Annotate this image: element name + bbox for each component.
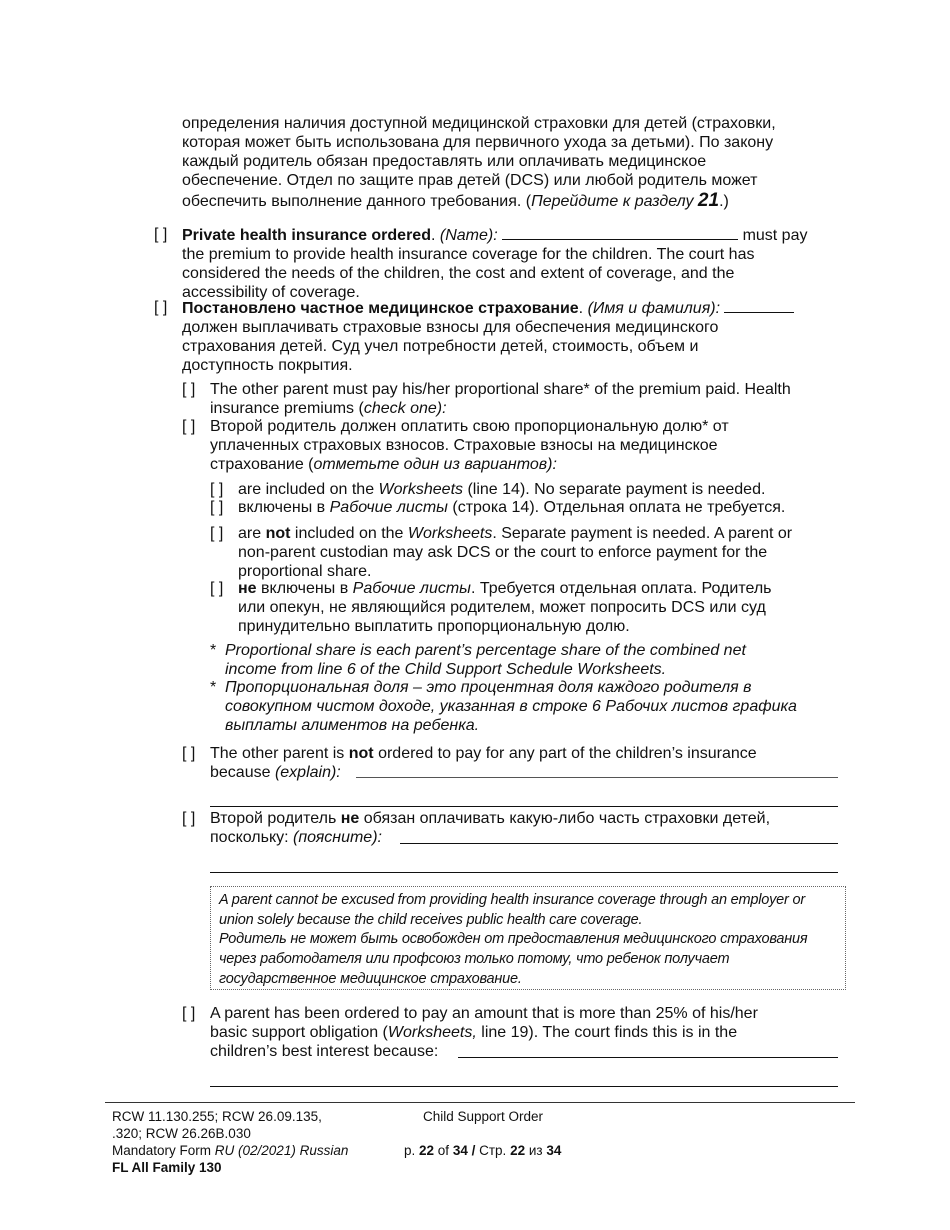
explain-field-ru-2[interactable] <box>210 872 838 873</box>
intro-line: определения наличия доступной медицинской страховки для детей (страховки, <box>182 115 776 132</box>
footnote-ru: Пропорциональная доля – это процентная доля каждого родителя в совокупном чистом доходе, указанная в строке 6 Рабочих листов графика выплаты алиментов на ребенка. <box>225 679 797 734</box>
footer-page: p. 22 of 34 / Стр. 22 из 34 <box>404 1143 562 1158</box>
footer-mandatory: Mandatory Form RU (02/2021) Russian <box>112 1143 349 1158</box>
footnote-star: * <box>210 642 217 659</box>
not-included-en-checkbox[interactable]: [ ] <box>210 525 224 542</box>
name-field[interactable] <box>502 225 738 240</box>
not-ordered-ru-text: Второй родитель не обязан оплачивать какую-либо часть страховки детей, поскольку: (поясните): <box>210 810 771 846</box>
private-ru-checkbox[interactable]: [ ] <box>154 299 168 316</box>
footnote-star: * <box>210 679 217 696</box>
other-ru-block: Второй родитель должен оплатить свою пропорциональную долю* от уплаченных страховых взносов. Страховые взносы на медицинское страхование (отметьте один из вариантов): <box>210 418 729 473</box>
not-ordered-en-text: The other parent is not ordered to pay for any part of the children’s insurance because (explain): <box>210 745 757 781</box>
included-en-checkbox[interactable]: [ ] <box>210 481 224 498</box>
not-ordered-en-checkbox[interactable]: [ ] <box>182 745 196 762</box>
footer-rcw: RCW 11.130.255; RCW 26.09.135, <box>112 1109 322 1124</box>
included-en-text: are included on the Worksheets (line 14). No separate payment is needed. <box>238 481 766 498</box>
best-interest-field[interactable] <box>458 1057 838 1058</box>
best-interest-field-2[interactable] <box>210 1086 838 1087</box>
not-included-ru-checkbox[interactable]: [ ] <box>210 580 224 597</box>
other-en-checkbox[interactable]: [ ] <box>182 381 196 398</box>
intro-line: обеспечение. Отдел по защите прав детей (DCS) или любой родитель может <box>182 172 758 189</box>
explain-field-en-2[interactable] <box>210 806 838 807</box>
footer-form-id: FL All Family 130 <box>112 1160 222 1175</box>
footer-left <box>112 1108 412 1176</box>
footnote-en: Proportional share is each parent’s percentage share of the combined net income from line 6 of the Child Support Schedule Worksheets. <box>225 642 746 678</box>
private-en-checkbox[interactable]: [ ] <box>154 226 168 243</box>
notice-box: A parent cannot be excused from providing health insurance coverage through an employer or union solely because the child receives public health care coverage. Родитель не может быть освобожден от предоставления медицинского страхования через работодателя или профсоюз только потому, что ребенок получает государственное медицинское страхование. <box>210 886 846 990</box>
other-ru-checkbox[interactable]: [ ] <box>182 418 196 435</box>
not-included-ru-text: не включены в Рабочие листы. Требуется отдельная оплата. Родитель или опекун, не являющийся родителем, может попросить DCS или суд принудительно выплатить пропорциональную долю. <box>238 580 772 635</box>
intro-paragraph <box>182 114 842 211</box>
footer-divider <box>105 1102 855 1103</box>
intro-line: обеспечить выполнение данного требования. (Перейдите к разделу 21.) <box>182 190 729 211</box>
footer-title: Child Support Order <box>423 1109 544 1124</box>
private-ru-block: Постановлено частное медицинское страхование. (Имя и фамилия): должен выплачивать страховые взносы для обеспечения медицинского страхования детей. Суд учел потребности детей, стоимость, объем и доступность покрытия. <box>182 298 842 375</box>
section-ref: 21 <box>697 190 720 211</box>
over25-text: A parent has been ordered to pay an amount that is more than 25% of his/her basic support obligation (Worksheets, line 19). The court finds this is in the children’s best interest because: <box>210 1005 758 1060</box>
included-ru-checkbox[interactable]: [ ] <box>210 499 224 516</box>
not-ordered-ru-checkbox[interactable]: [ ] <box>182 810 196 827</box>
intro-line: которая может быть использована для первичного ухода за детьми). По закону <box>182 134 774 151</box>
private-en-block: Private health insurance ordered. (Name): must pay the premium to provide health insurance coverage for the children. The court has considered the needs of the children, the cost and extent of coverage, and the accessibility of coverage. <box>182 227 808 301</box>
explain-field-ru[interactable] <box>400 843 838 844</box>
other-en-block: The other parent must pay his/her proportional share* of the premium paid. Health insurance premiums (check one): <box>210 381 791 417</box>
not-included-en-text: are not included on the Worksheets. Separate payment is needed. A parent or non-parent custodian may ask DCS or the court to enforce payment for the proportional share. <box>238 525 793 580</box>
included-ru-text: включены в Рабочие листы (строка 14). Отдельная оплата не требуется. <box>238 499 786 516</box>
intro-line: каждый родитель обязан предоставлять или оплачивать медицинское <box>182 153 707 170</box>
name-field-ru[interactable] <box>724 298 794 313</box>
explain-field-en[interactable] <box>356 777 838 778</box>
over25-checkbox[interactable]: [ ] <box>182 1005 196 1022</box>
footer-rcw: .320; RCW 26.26B.030 <box>112 1126 251 1141</box>
